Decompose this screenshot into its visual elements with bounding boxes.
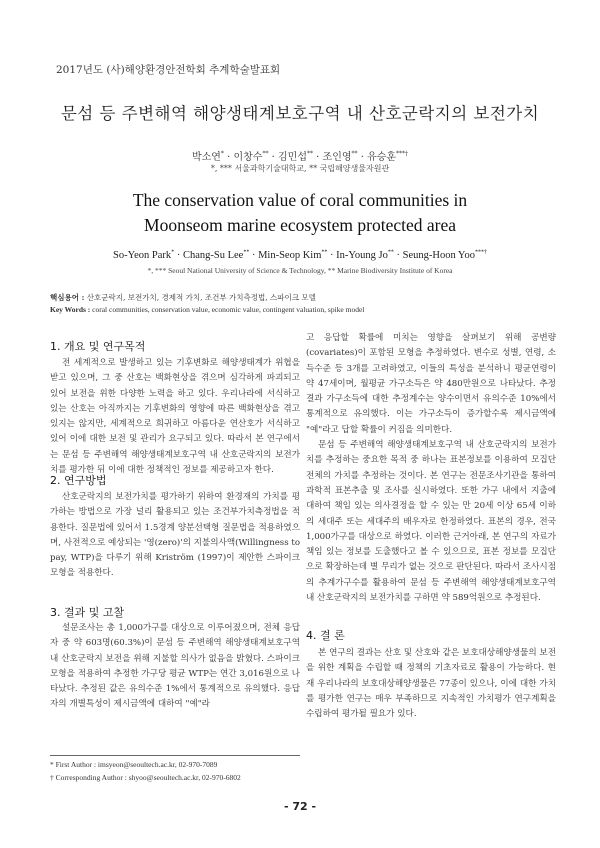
author-name: Min-Seop Kim [258, 250, 322, 261]
section-heading [50, 474, 300, 488]
author-mark: ** [387, 249, 394, 256]
author-separator: · [268, 152, 278, 163]
section-heading [50, 606, 300, 620]
conference-header: 2017년도 (사)해양환경안전학회 추계학술발표회 [56, 64, 281, 76]
section-2-heading: 2. 연구방법 [50, 474, 107, 487]
author-mark: * [220, 150, 224, 158]
author-name: 박소연 [191, 152, 221, 163]
paragraph: 고 응답할 확률에 미치는 영향을 살펴보기 위해 공변량(covariates)이 포함된 모형을 추정하였다. 변수로 성별, 연령, 소득수준 등 3개를 고려하였고, 이들의 특성을 분석하니 평균연령이 약 47세이며, 월평균 가구소득은 약 480만원으로 나타났다. 추정결과 가구소득에 대한 추정계수는 양수이면서 유의수준 10%에서 통계적으로 유의했다. 이는 가구소득이 증가할수록 제시금액에 "예"라고 답할 확률이 커짐을 의미한다. [306, 333, 556, 435]
authors-english [0, 250, 600, 261]
keywords-korean [50, 292, 316, 303]
paragraph: 본 연구의 결과는 산호 및 산호와 같은 보호대상해양생물의 보전을 위한 계획을 수립할 때 정책의 기초자료로 활용이 가능하다. 현재 우리나라의 보호대상해양생물은 77종이 있으나, 이에 대한 가치를 평가한 연구는 매우 부족하므로 지속적인 가치평가 연구계획을 수립하여 평가될 필요가 있다. [306, 648, 556, 720]
author-name: 조인영 [322, 152, 352, 163]
keywords-label: 핵심용어 : [50, 293, 85, 302]
author-separator: · [312, 152, 323, 163]
section-3-heading: 3. 결과 및 고찰 [50, 606, 125, 619]
footnote-first-author: * First Author : imsyeon@seoultech.ac.kr, 02-970-7089 [50, 760, 218, 769]
author-separator: · [327, 250, 337, 261]
author-mark: ** [262, 150, 269, 158]
author-separator: · [393, 250, 403, 261]
keywords-text: coral communities, conservation value, economic value, contingent valuation, spike model [90, 305, 365, 314]
authors-korean [0, 148, 600, 163]
keywords-english [50, 305, 364, 314]
author-name: Chang-Su Lee [182, 250, 244, 261]
author-mark: ** [351, 150, 358, 158]
author-separator: · [174, 250, 183, 261]
paragraph: 설문조사는 총 1,000가구를 대상으로 이루어졌으며, 전체 응답자 중 약 603명(60.3%)이 문섬 등 주변해역 해양생태계보호구역 내 산호군락지 보전을 위해 지불할 의사가 없음을 밝혔다. 스파이크 모형을 적용하여 추정한 가구당 평균 WTP는 연간 3,016원으로 나타났다. 추정된 값은 유의수준 1%에서 통계적으로 유의했다. 응답자의 개별특성이 제시금액에 대하여 "예"라 [50, 623, 300, 710]
author-mark: ** [243, 249, 250, 256]
footnote-divider [50, 755, 300, 756]
paragraph: 산호군락지의 보전가치를 평가하기 위하여 환경재의 가치를 평가하는 방법으로 가장 널리 활용되고 있는 조건부가치측정법을 적용한다. 질문법에 있어서 1.5경계 양분선택형 질문법을 적용하였으며, 사전적으로 예상되는 '영(zero)'의 지불의사액(Willingness to pay, WTP)을 다루기 위해 Kriström (1997)이 제안한 스파이크 모형을 적용한다. [50, 492, 300, 579]
author-name: 유승훈 [367, 152, 397, 163]
keywords-label: Key Words : [50, 305, 91, 314]
author-separator: · [249, 250, 259, 261]
author-mark: ** [306, 150, 313, 158]
title-korean: 문섬 등 주변해역 해양생태계보호구역 내 산호군락지의 보전가치 [60, 104, 540, 123]
paragraph: 전 세계적으로 발생하고 있는 기후변화로 해양생태계가 위협을 받고 있으며, 그 중 산호는 백화현상을 겪으며 심각하게 파괴되고 있어 보전을 위한 다양한 노력을 하고 있다. 우리나라에 서식하고 있는 산호는 아직까지는 기후변화의 영향에 따른 백화현상을 겪고 있지는 않지만, 세계적으로 희귀하고 아름다운 연산호가 서식하고 있어 이에 대한 보전 및 관리가 요구되고 있다. 따라서 본 연구에서는 문섬 등 주변해역 해양생태계보호구역 내 산호군락지의 보전가치를 평가한 뒤 이에 대한 정책적인 정보를 제공하고자 한다. [50, 358, 300, 476]
keywords-text: 산호군락지, 보전가치, 경제적 가치, 조건부 가치측정법, 스파이크 모델 [84, 293, 316, 302]
author-name: Seung-Hoon Yoo [402, 250, 475, 261]
author-mark: ***† [474, 249, 487, 256]
section-2-body [50, 490, 300, 582]
section-1-heading: 1. 개요 및 연구목적 [50, 340, 146, 353]
page-number: - 72 - [283, 800, 317, 813]
author-separator: · [357, 152, 368, 163]
section-1-body [50, 356, 300, 478]
section-3-body-continued [306, 331, 556, 606]
section-heading [50, 340, 300, 354]
title-english-line: Moonseom marine ecosystem protected area [144, 215, 456, 235]
title-english [0, 188, 600, 238]
author-mark: ***† [396, 150, 409, 158]
author-mark: ** [321, 249, 328, 256]
section-4-heading: 4. 결 론 [306, 629, 345, 642]
author-mark: * [171, 249, 175, 256]
affiliation-korean: *, *** 서울과학기술대학교, ** 국립해양생물자원관 [210, 164, 390, 173]
section-4-body [306, 646, 556, 722]
title-english-line: The conservation value of coral communities in [132, 190, 468, 210]
author-name: In-Young Jo [336, 250, 388, 261]
section-3-body [50, 621, 300, 713]
paragraph: 문섬 등 주변해역 해양생태계보호구역 내 산호군락지의 보전가치를 추정하는 중요한 목적 중 하나는 표본정보를 이용하여 모집단 전체의 가치를 추정하는 것이다. 본 연구는 전문조사기관을 통하여 과학적 표본추출 및 조사를 실시하였다. 또한 가구 내에서 지출에 대하여 책임 있는 의사결정을 할 수 있는 만 20세 이상 65세 이하의 세대주 또는 세대주의 배우자로 한정하였다. 표본의 경우, 전국 1,000가구를 대상으로 하였다. 이러한 근거아래, 본 연구의 자료가 책임 있는 정보를 도출했다고 볼 수 있으므로, 표본 정보를 모집단으로 확장하는데 별 무리가 없는 것으로 판단된다. 따라서 조사시점의 추계가구수를 활용하여 문섬 등 주변해역 해양생태계보호구역 내 산호군락지의 보전가치를 구하면 약 589억원으로 추정된다. [306, 440, 556, 604]
author-name: 이창수 [233, 152, 263, 163]
author-separator: · [223, 152, 234, 163]
footnote-corresponding-author: † Corresponding Author : shyoo@seoultech.ac.kr, 02-970-6802 [50, 773, 241, 782]
author-name: So-Yeon Park [113, 250, 172, 261]
author-name: 김민섭 [278, 152, 307, 163]
affiliation-english: *, *** Seoul National University of Science & Technology, ** Marine Biodiversity Institute of Korea [147, 266, 453, 275]
section-heading [306, 629, 556, 643]
